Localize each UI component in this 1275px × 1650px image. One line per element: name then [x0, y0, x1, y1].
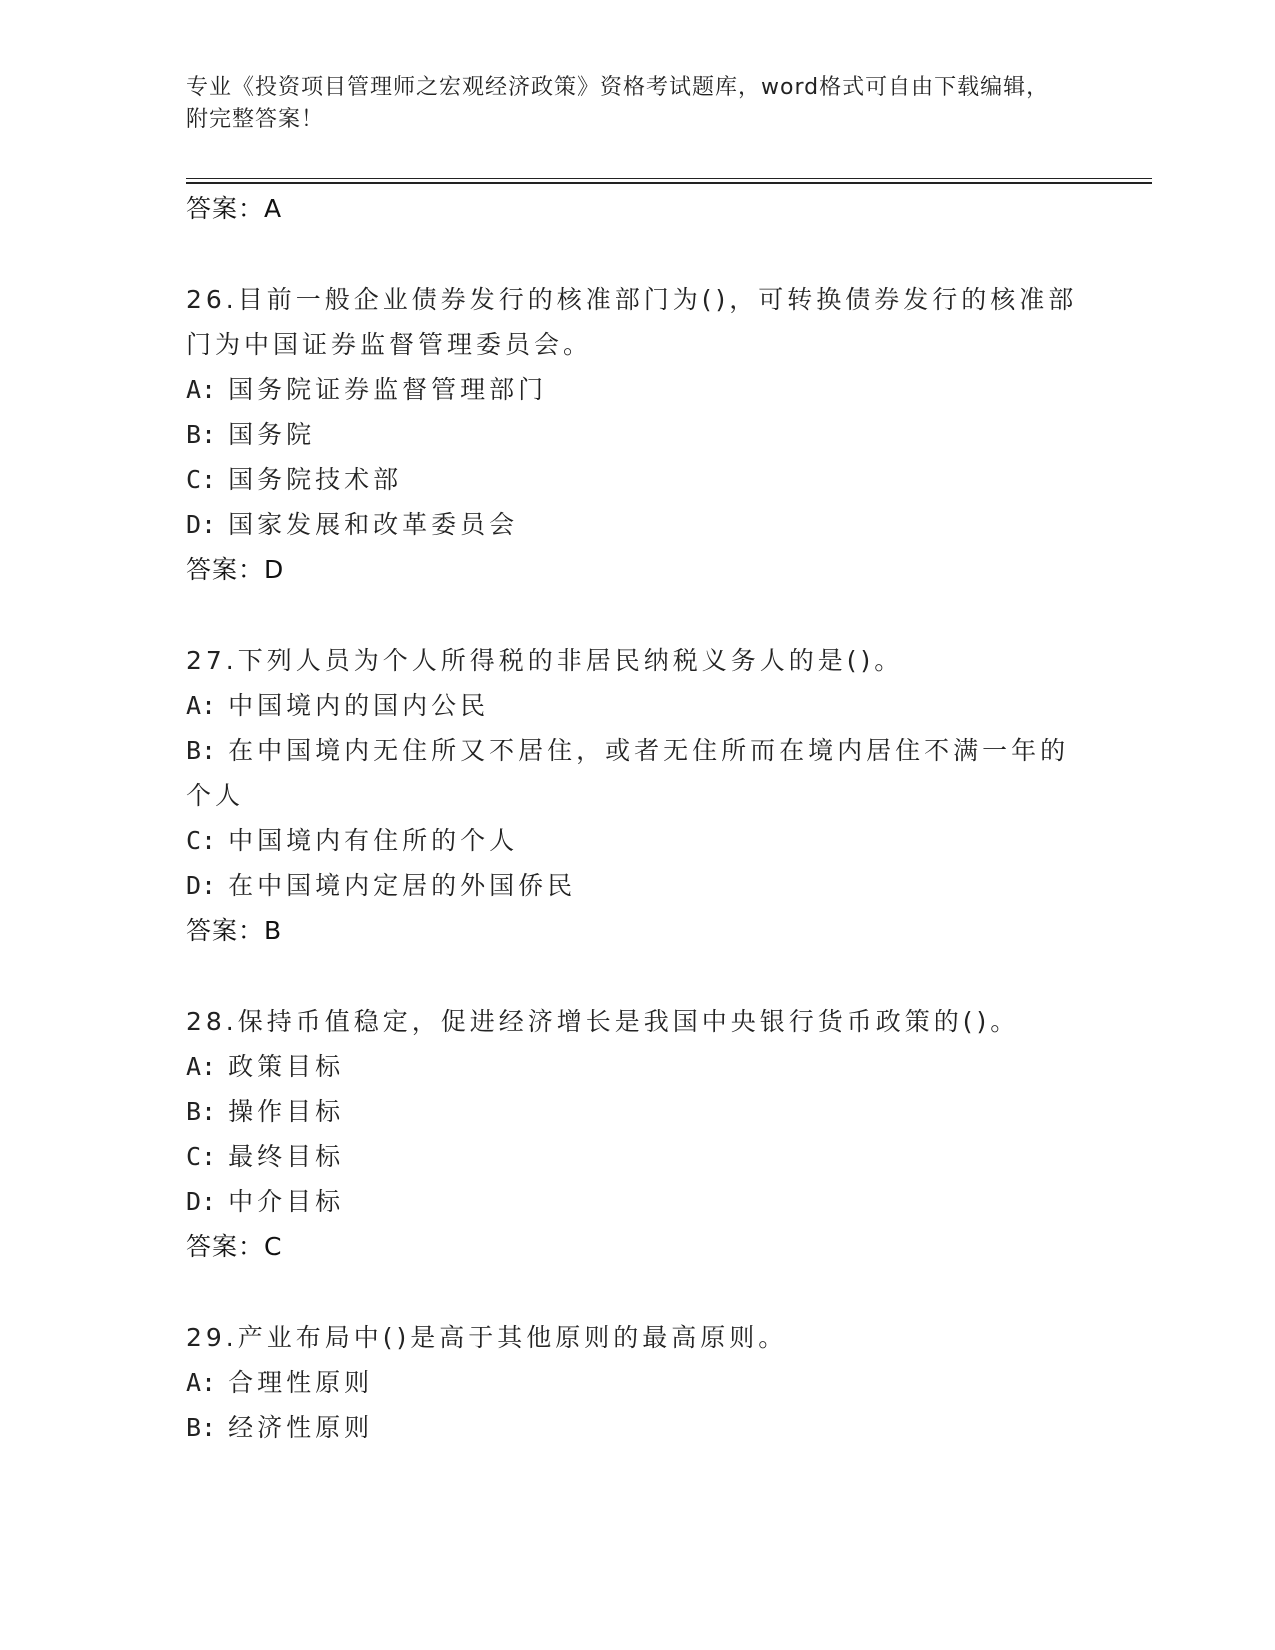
header-divider-thick [186, 182, 1152, 184]
option-a [186, 1044, 1086, 1089]
option-b [186, 1089, 1086, 1134]
option-b [186, 1405, 1086, 1450]
option-letter: D: [186, 1187, 217, 1216]
question-27 [186, 638, 1086, 953]
option-letter: A: [186, 375, 217, 404]
option-text: 中国境内有住所的个人 [228, 826, 519, 855]
option-b [186, 728, 1086, 818]
option-text: 操作目标 [228, 1097, 345, 1126]
question-list [186, 186, 1086, 1450]
option-text: 国务院 [228, 420, 316, 449]
option-letter: B: [186, 736, 217, 765]
option-c [186, 818, 1086, 863]
question-stem: 29.产业布局中()是高于其他原则的最高原则。 [186, 1323, 788, 1352]
option-b [186, 412, 1086, 457]
answer-line: 答案：A [186, 194, 283, 223]
option-text: 合理性原则 [228, 1368, 374, 1397]
option-letter: D: [186, 510, 217, 539]
question-stem: 26.目前一般企业债券发行的核准部门为()，可转换债券发行的核准部门为中国证券监督管理委员会。 [186, 285, 1078, 359]
option-letter: B: [186, 1413, 217, 1442]
answer-line: 答案：D [186, 555, 285, 584]
answer-line: 答案：B [186, 916, 283, 945]
option-letter: B: [186, 1097, 217, 1126]
option-letter: C: [186, 1142, 217, 1171]
option-letter: A: [186, 1052, 217, 1081]
option-text: 中国境内的国内公民 [228, 691, 490, 720]
question-29 [186, 1315, 1086, 1450]
option-d [186, 1179, 1086, 1224]
answer-line: 答案：C [186, 1232, 283, 1261]
option-text: 最终目标 [228, 1142, 345, 1171]
option-c [186, 1134, 1086, 1179]
question-28 [186, 999, 1086, 1269]
option-letter: A: [186, 1368, 217, 1397]
document-header: 专业《投资项目管理师之宏观经济政策》资格考试题库，word格式可自由下载编辑，附完整答案！ [186, 75, 1050, 132]
option-d [186, 863, 1086, 908]
option-d [186, 502, 1086, 547]
question-stem: 28.保持币值稳定，促进经济增长是我国中央银行货币政策的()。 [186, 1007, 1020, 1036]
option-a [186, 683, 1086, 728]
option-c [186, 457, 1086, 502]
option-text: 国务院技术部 [228, 465, 403, 494]
option-a [186, 1360, 1086, 1405]
header-divider [186, 178, 1152, 179]
option-letter: A: [186, 691, 217, 720]
option-text: 政策目标 [228, 1052, 345, 1081]
option-text: 国家发展和改革委员会 [228, 510, 519, 539]
option-text: 经济性原则 [228, 1413, 374, 1442]
option-letter: B: [186, 420, 217, 449]
option-text: 中介目标 [228, 1187, 345, 1216]
option-text: 国务院证券监督管理部门 [228, 375, 548, 404]
option-letter: D: [186, 871, 217, 900]
option-text: 在中国境内无住所又不居住，或者无住所而在境内居住不满一年的个人 [186, 736, 1070, 810]
question-stem: 27.下列人员为个人所得税的非居民纳税义务人的是()。 [186, 646, 904, 675]
option-text: 在中国境内定居的外国侨民 [228, 871, 577, 900]
question-26 [186, 277, 1086, 592]
option-letter: C: [186, 826, 217, 855]
option-a [186, 367, 1086, 412]
option-letter: C: [186, 465, 217, 494]
